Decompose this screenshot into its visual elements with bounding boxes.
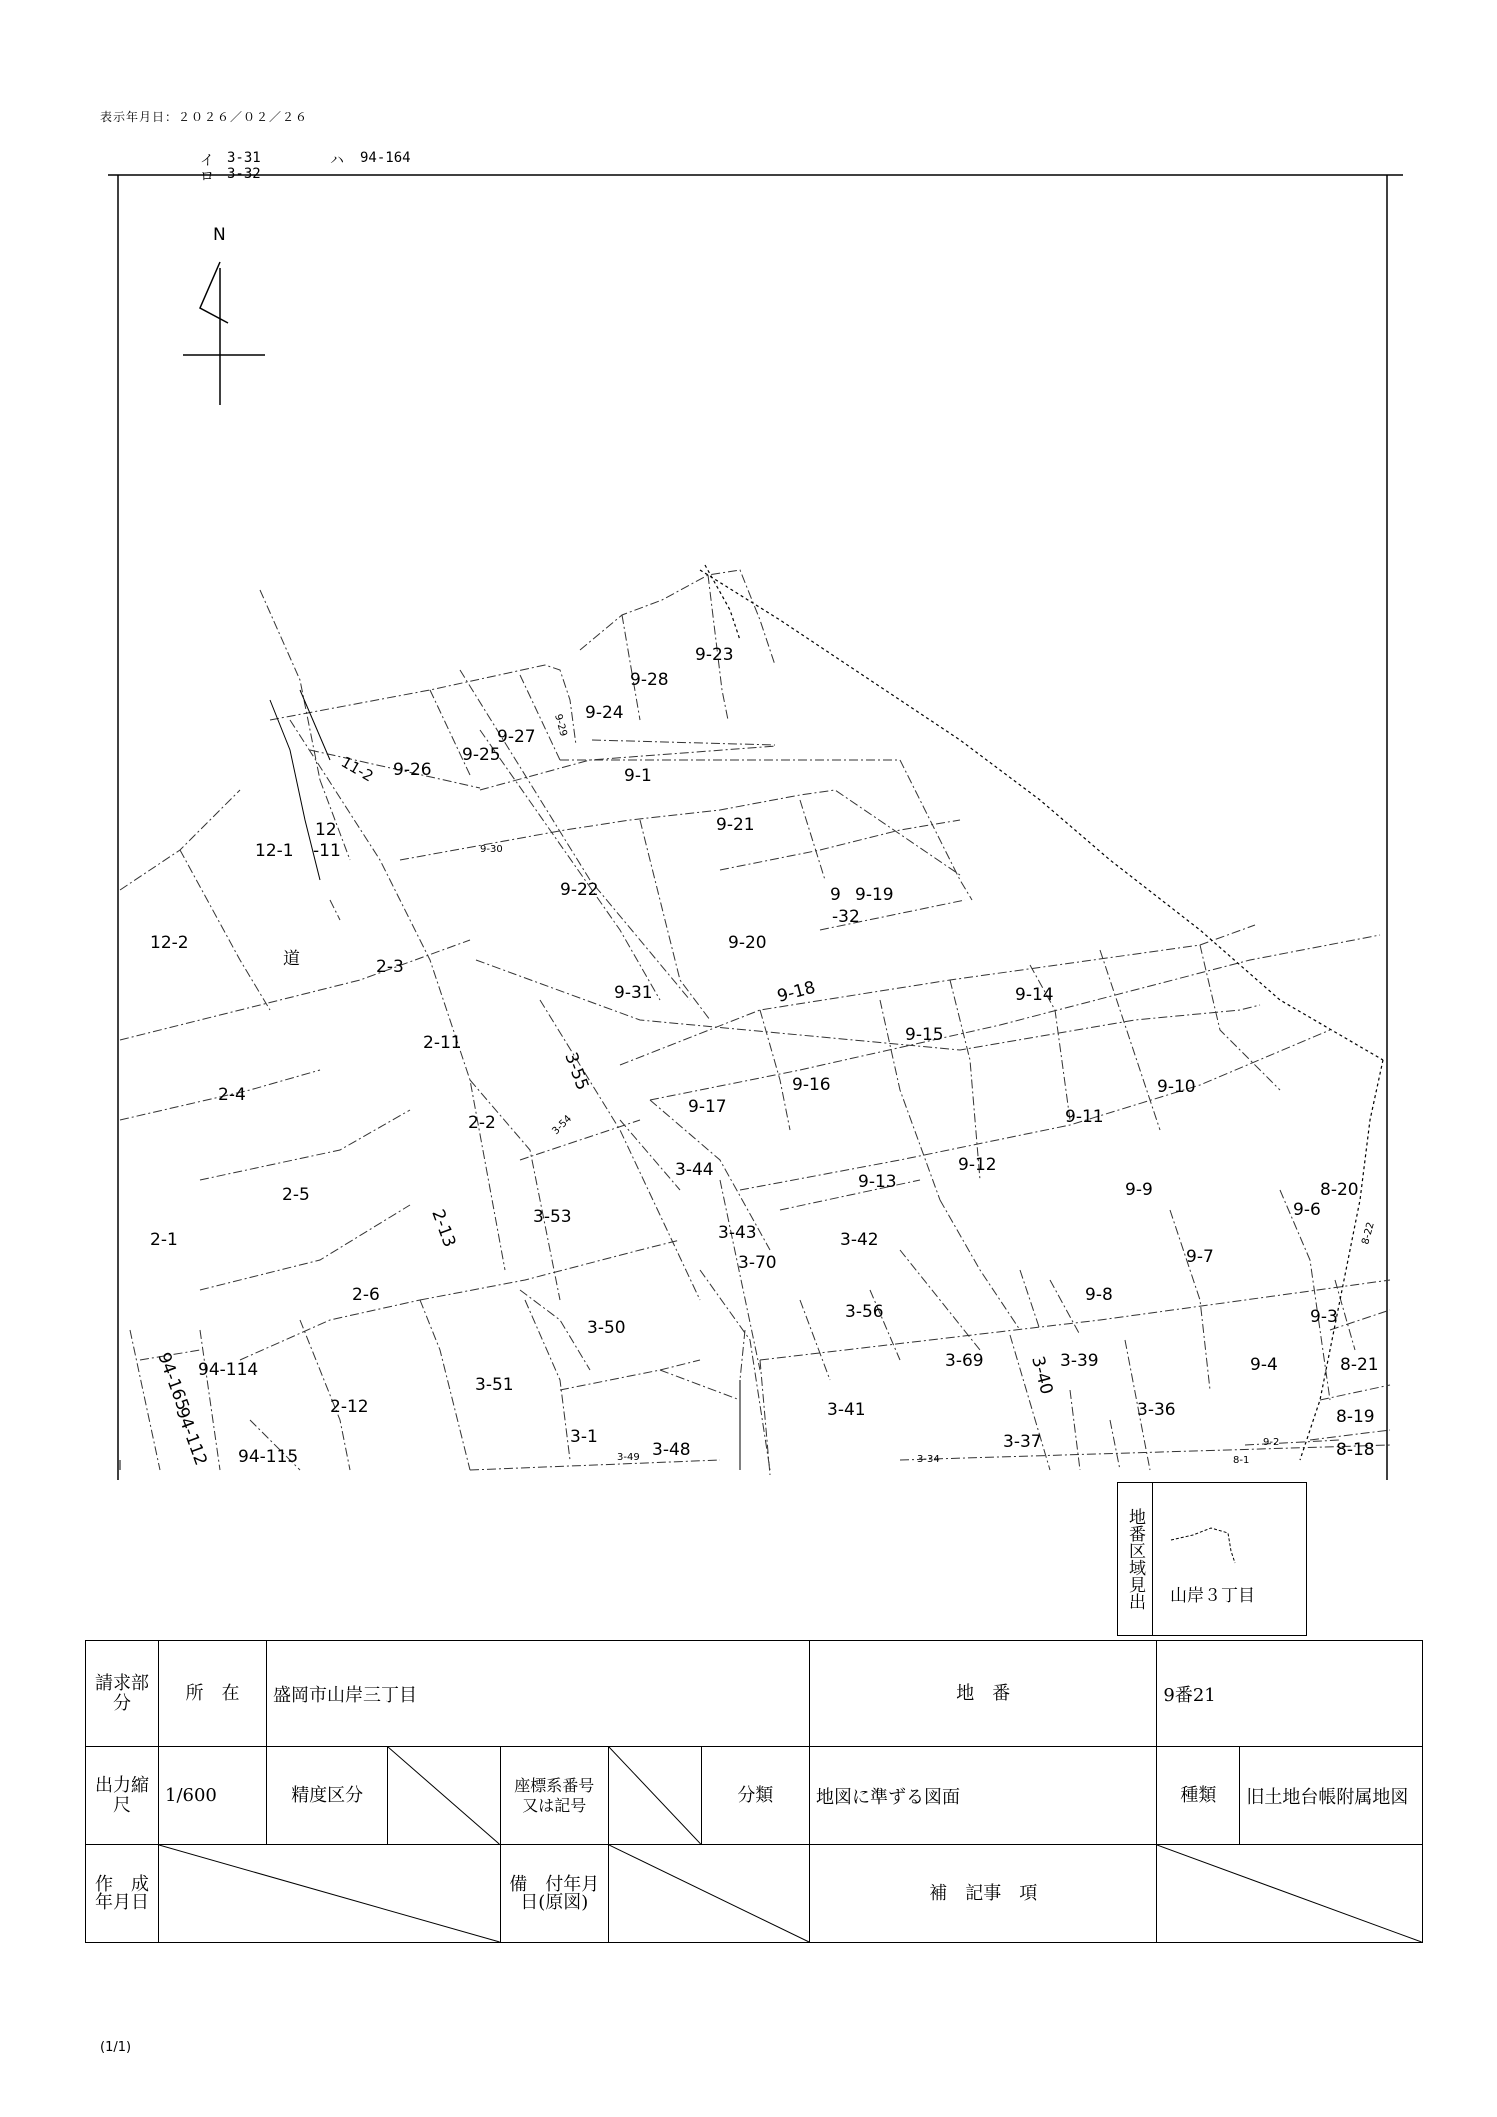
road-label: 道	[283, 949, 300, 969]
notes-empty	[1157, 1845, 1423, 1943]
parcel-label: 3-69	[945, 1351, 984, 1371]
parcel-label: 2-2	[468, 1113, 496, 1133]
parcel-label: 3-50	[587, 1318, 626, 1338]
parcel-label: 9-31	[614, 983, 653, 1003]
north-arrow-icon	[183, 262, 265, 405]
parcel-label: 9-15	[905, 1025, 944, 1045]
parcel-label: 9-26	[393, 760, 432, 780]
lot-value: 9番21	[1157, 1641, 1423, 1747]
parcel-label: 9-4	[1250, 1355, 1278, 1375]
parcel-label: -11	[313, 841, 341, 861]
district-boundary	[700, 565, 1383, 1460]
parcel-label: 94-165	[153, 1349, 193, 1414]
parcel-label: 9-6	[1293, 1200, 1321, 1220]
parcel-label: 94-115	[238, 1447, 299, 1467]
parcel-label: 9-3	[1310, 1307, 1338, 1327]
parcel-label: 9-21	[716, 815, 755, 835]
parcel-label: 3-43	[718, 1223, 757, 1243]
parcel-label: 9-8	[1085, 1285, 1113, 1305]
ref-value: 3-32	[227, 166, 261, 182]
page-number: (1/1)	[100, 2040, 132, 2055]
info-table	[85, 1640, 1423, 1943]
parcel-label: 9-16	[792, 1075, 831, 1095]
parcel-label: 3-54	[550, 1113, 575, 1138]
parcel-labels	[150, 645, 1379, 1468]
parcel-label: 3-36	[1137, 1400, 1176, 1420]
parcel-label: 9-24	[585, 703, 624, 723]
parcel-label: 94-112	[171, 1404, 211, 1469]
parcel-label: 9-23	[695, 645, 734, 665]
parcel-label: 9	[830, 885, 841, 905]
parcel-label: 8-22	[1360, 1220, 1377, 1246]
parcel-label: 12	[315, 820, 337, 840]
parcel-label: 9-14	[1015, 985, 1054, 1005]
parcel-label: 3-34	[917, 1454, 940, 1465]
parcel-label: 3-48	[652, 1440, 691, 1460]
coord-label: 座標系番号又は記号	[500, 1747, 608, 1845]
parcel-label: 9-1	[624, 766, 652, 786]
parcel-label: 3-55	[560, 1049, 593, 1093]
parcel-label: 2-6	[352, 1285, 380, 1305]
parcel-label: 2-13	[427, 1206, 460, 1250]
parcel-label: 2-1	[150, 1230, 178, 1250]
requester-label: 請求部分	[86, 1641, 159, 1747]
parcel-label: 9-7	[1186, 1247, 1214, 1267]
ref-mark: ハ	[330, 153, 344, 169]
parcel-label: 3-40	[1027, 1354, 1057, 1397]
filed-empty	[608, 1845, 809, 1943]
location-label: 所 在	[159, 1641, 267, 1747]
parcel-label: 9-17	[688, 1097, 727, 1117]
class-value: 地図に準ずる図面	[810, 1747, 1157, 1845]
parcel-label: 2-11	[423, 1033, 462, 1053]
parcel-label: 9-2	[1263, 1437, 1280, 1448]
parcel-label: 2-4	[218, 1085, 246, 1105]
parcel-label: 9-19	[855, 885, 894, 905]
ref-mark: イ	[200, 153, 214, 169]
parcel-label: 2-3	[376, 957, 404, 977]
parcel-label: 11-2	[338, 752, 377, 786]
lot-label: 地 番	[810, 1641, 1157, 1747]
parcel-label: -32	[832, 907, 860, 927]
parcel-label: 9-29	[552, 712, 569, 738]
created-empty	[159, 1845, 501, 1943]
parcel-label: 8-20	[1320, 1180, 1359, 1200]
parcel-label: 9-10	[1157, 1077, 1196, 1097]
scale-value: 1/600	[159, 1747, 267, 1845]
notes-label: 補 記事 項	[810, 1845, 1157, 1943]
parcel-label: 9-9	[1125, 1180, 1153, 1200]
index-map	[1117, 1482, 1307, 1636]
map-frame	[108, 175, 1403, 1480]
parcel-label: 3-42	[840, 1230, 879, 1250]
parcel-label: 3-56	[845, 1302, 884, 1322]
ref-value: 94-164	[360, 150, 411, 166]
parcel-label: 3-41	[827, 1400, 866, 1420]
parcel-label: 3-39	[1060, 1351, 1099, 1371]
type-label: 種類	[1157, 1747, 1240, 1845]
parcel-label: 9-25	[462, 745, 501, 765]
class-label: 分類	[701, 1747, 809, 1845]
parcel-label: 9-30	[480, 844, 503, 855]
parcel-label: 3-70	[738, 1253, 777, 1273]
parcel-label: 3-49	[617, 1452, 640, 1463]
parcel-boundaries	[120, 570, 1390, 1475]
parcel-label: 9-18	[775, 977, 818, 1007]
parcel-label: 9-12	[958, 1155, 997, 1175]
display-date: 表示年月日：２０２６／０２／２６	[100, 110, 309, 124]
parcel-label: 2-5	[282, 1185, 310, 1205]
parcel-label: 9-22	[560, 880, 599, 900]
road-lines	[120, 690, 740, 1470]
parcel-label: 8-21	[1340, 1355, 1379, 1375]
parcel-label: 94-114	[198, 1360, 259, 1380]
parcel-label: 9-27	[497, 727, 536, 747]
parcel-label: 3-51	[475, 1375, 514, 1395]
north-label: N	[213, 225, 226, 245]
parcel-label: 9-11	[1065, 1107, 1104, 1127]
type-value: 旧土地台帳附属地図	[1240, 1747, 1423, 1845]
parcel-label: 12-2	[150, 933, 189, 953]
parcel-label: 9-13	[858, 1172, 897, 1192]
parcel-label: 3-53	[533, 1207, 572, 1227]
index-map-sketch	[1153, 1483, 1305, 1573]
parcel-label: 3-1	[570, 1427, 598, 1447]
parcel-label: 12-1	[255, 841, 294, 861]
index-map-area-name: 山岸３丁目	[1170, 1586, 1255, 1606]
precision-empty	[388, 1747, 500, 1845]
parcel-label: 8-1	[1233, 1455, 1250, 1466]
ref-mark: ロ	[200, 169, 214, 185]
ref-value: 3-31	[227, 150, 261, 166]
parcel-label: 3-37	[1003, 1432, 1042, 1452]
parcel-label: 9-20	[728, 933, 767, 953]
parcel-label: 3-44	[675, 1160, 714, 1180]
parcel-label: 8-19	[1336, 1407, 1375, 1427]
location-value: 盛岡市山岸三丁目	[267, 1641, 810, 1747]
parcel-label: 2-12	[330, 1397, 369, 1417]
parcel-label: 9-28	[630, 670, 669, 690]
precision-label: 精度区分	[267, 1747, 388, 1845]
coord-empty	[608, 1747, 701, 1845]
index-map-title: 地番区域見出	[1118, 1483, 1153, 1635]
scale-label: 出力縮尺	[86, 1747, 159, 1845]
created-label: 作 成年月日	[86, 1845, 159, 1943]
parcel-label: 8-18	[1336, 1440, 1375, 1460]
filed-label: 備 付年月日(原図)	[500, 1845, 608, 1943]
